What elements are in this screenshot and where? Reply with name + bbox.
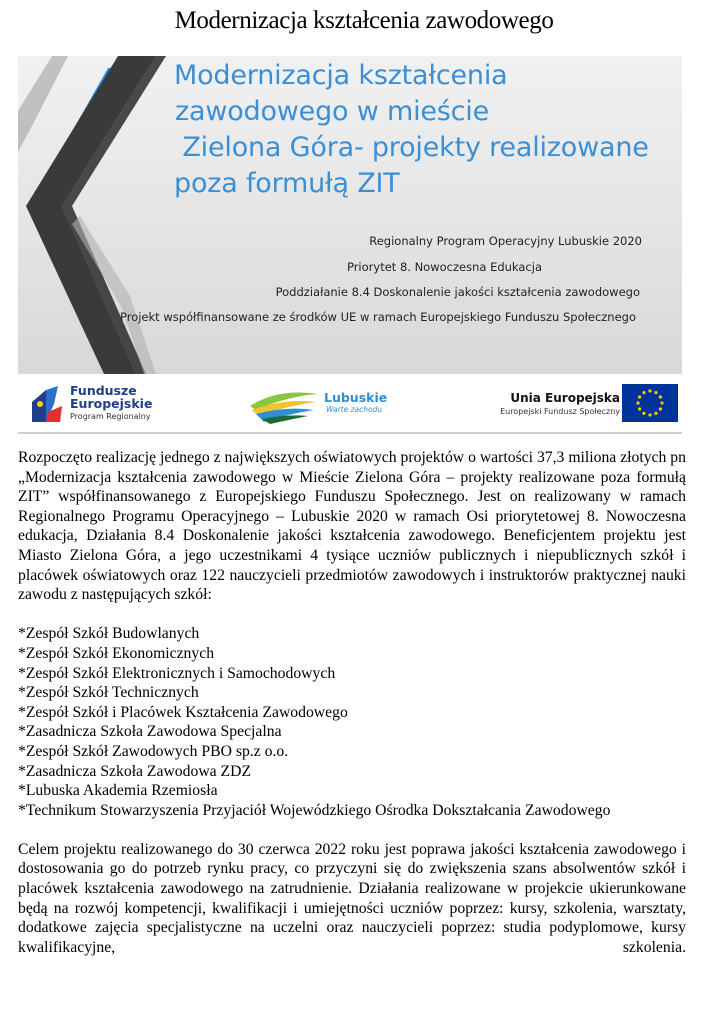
- list-item: *Zespół Szkół Elektronicznych i Samochodowych: [18, 664, 336, 682]
- list-item: *Lubuska Akademia Rzemiosła: [18, 782, 218, 800]
- fundusze-europejskie-icon: [28, 382, 68, 426]
- fundusze-europejskie-text: [70, 384, 152, 423]
- ue-line2: Europejski Fundusz Społeczny: [500, 407, 620, 416]
- eu-star: [636, 401, 639, 404]
- slide-title-line: poza formułą ZIT: [174, 168, 400, 199]
- fe-line2: Europejskie: [70, 396, 153, 411]
- list-item: *Zespół Szkół Ekonomicznych: [18, 644, 215, 662]
- eu-star: [654, 391, 657, 394]
- slide-priority: Priorytet 8. Nowoczesna Edukacja: [346, 260, 542, 274]
- eu-star: [642, 412, 645, 415]
- eu-star: [659, 407, 662, 410]
- list-item: *Zasadnicza Szkoła Zawodowa ZDZ: [18, 762, 252, 780]
- eu-star: [648, 413, 651, 416]
- list-item: *Zespół Szkół Budowlanych: [18, 625, 200, 643]
- eu-star: [638, 395, 641, 398]
- list-item: *Technikum Stowarzyszenia Przyjaciół Wojewódzkiego Ośrodka Dokształcania Zawodowego: [18, 801, 611, 819]
- page-title: Modernizacja kształcenia zawodowego: [174, 7, 554, 34]
- slide-title-line: zawodowego w mieście: [175, 96, 490, 127]
- ue-text: [500, 391, 620, 417]
- eu-star: [660, 401, 663, 404]
- fe-line1: Fundusze: [70, 383, 137, 398]
- list-item: *Zasadnicza Szkoła Zawodowa Specjalna: [18, 723, 282, 741]
- school-list: [18, 624, 686, 820]
- eu-star: [642, 391, 645, 394]
- article-paragraph-intro: Rozpoczęto realizację jednego z największych oświatowych projektów o wartości 37,3 miliona złotych pn „Modernizacja kształcenia zawodowego w Mieście Zielona Góra – projekty realizowane poza formułą ZIT” współfinansowanego z Europejskiego Funduszu Społecznego. Jest on realizowany w ramach Regionalnego Programu Operacyjnego – Lubuskie 2020 w ramach Osi priorytetowej 8. Nowoczesna edukacja, Działania 8.4 Doskonalenie jakości kształcenia zawodowego. Beneficjentem projektu jest Miasto Zielona Góra, a jego uczestnikami 4 tysiące uczniów publicznych i niepublicznych szkół i placówek oświatowych oraz 122 nauczycieli przedmiotów zawodowych i instruktorów praktycznej nauki zawodu z następujących szkół:: [18, 449, 686, 604]
- lubuskie-text: [324, 391, 387, 415]
- article-body: [18, 448, 686, 957]
- eu-star: [638, 407, 641, 410]
- slide-title: [174, 58, 674, 202]
- list-item: *Zespół Szkół Zawodowych PBO sp.z o.o.: [18, 742, 289, 760]
- eu-star: [654, 412, 657, 415]
- eu-flag-icon: [622, 384, 678, 422]
- slide-funding: Projekt współfinansowane ze środków UE w ramach Europejskiego Funduszu Społecznego: [119, 310, 637, 324]
- list-item: *Zespół Szkół i Placówek Kształcenia Zawodowego: [18, 703, 348, 721]
- slide-program: Regionalny Program Operacyjny Lubuskie 2020: [369, 234, 642, 248]
- logo-bar: [18, 376, 682, 434]
- eu-star: [659, 395, 662, 398]
- paragraph-gap: [18, 605, 686, 625]
- eu-star: [648, 389, 651, 392]
- fundusze-europejskie-logo: [26, 376, 176, 432]
- list-item: *Zespół Szkół Technicznych: [18, 684, 199, 702]
- ue-line1: Unia Europejska: [510, 391, 620, 405]
- slide-measure: Poddziałanie 8.4 Doskonalenie jakości kształcenia zawodowego: [275, 285, 640, 299]
- unia-europejska-logo: [458, 376, 682, 432]
- lubuskie-line1: Lubuskie: [324, 390, 388, 405]
- lubuskie-line2: Warte zachodu: [326, 405, 383, 414]
- slide-title-line: Modernizacja kształcenia: [174, 60, 508, 91]
- lubuskie-logo: [248, 376, 408, 432]
- slide-title-line: Zielona Góra- projekty realizowane: [174, 132, 649, 163]
- lubuskie-icon: [248, 384, 320, 424]
- paragraph-gap: [18, 820, 686, 840]
- presentation-slide-image: [18, 56, 682, 374]
- fe-line3: Program Regionalny: [70, 412, 151, 421]
- article-paragraph-goal: Celem projektu realizowanego do 30 czerwca 2022 roku jest poprawa jakości kształcenia zawodowego i dostosowania go do potrzeb rynku pracy, co przyczyni się do zwiększenia szans absolwentów szkół i placówek kształcenia zawodowego na zatrudnienie. Działania realizowane w projekcie ukierunkowane będą na rozwój kompetencji, kwalifikacji i umiejętności uczniów poprzez: kursy, szkolenia, warsztaty, dodatkowe zajęcia specjalistyczne na uczelni oraz nauczycieli poprzez: studia podyplomowe, kursy kwalifikacyjne, szkolenia.: [18, 840, 686, 956]
